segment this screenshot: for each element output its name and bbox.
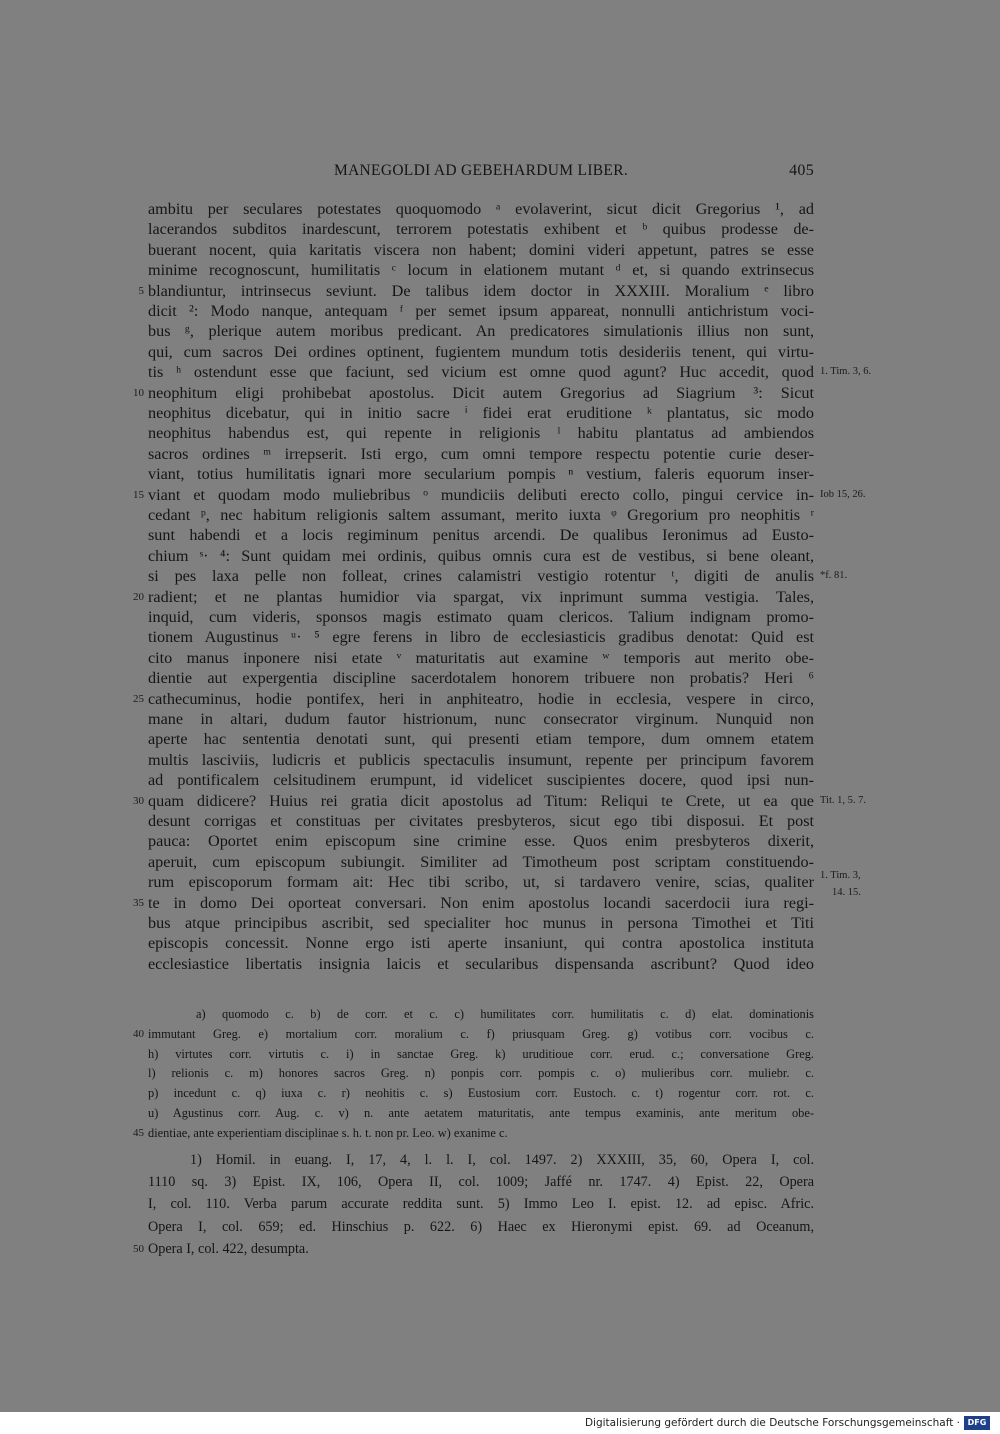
text-line: neophitum eligi prohibebat apostolus. Dicit autem Gregorius ad Siagrium ³: Sicut [148, 384, 814, 402]
text-line: tionem Augustinus ᵘ· ⁵ egre ferens in libro de ecclesiasticis gradibus denotat: Quid est [148, 628, 814, 646]
text-line: viant et quodam modo muliebribus ᵒ mundiciis delibuti erecto collo, pingui cervice in- [148, 486, 814, 504]
text-line: sacros ordines ᵐ irrepserit. Isti ergo, cum omni tempore respectu potentie curie deser- [148, 445, 814, 463]
source-note-line: 1) Homil. in euang. I, 17, 4, l. l. I, col. 1497. 2) XXXIII, 35, 60, Opera I, col. [190, 1152, 814, 1168]
text-line: rum episcoporum formam ait: Hec tibi scribo, ut, si tardavero venire, scias, qualiter [148, 873, 814, 891]
text-line: episcopis concessit. Nonne ergo isti aperte insaniunt, qui contra apostolica instituta [148, 934, 814, 952]
apparatus-line-number: 45 [133, 1127, 144, 1139]
text-line: cathecuminus, hodie pontifex, heri in anphiteatro, hodie in ecclesia, vespere in circo, [148, 690, 814, 708]
line-number: 25 [133, 693, 144, 705]
funding-text: Digitalisierung gefördert durch die Deutsche Forschungsgemeinschaft · [584, 1417, 960, 1429]
apparatus-line-number: 40 [133, 1028, 144, 1040]
line-number: 35 [133, 897, 144, 909]
apparatus-line: a) quomodo c. b) de corr. et c. c) humilitates corr. humilitatis c. d) elat. dominationis [196, 1007, 814, 1021]
text-line: quam didicere? Huius rei gratia dicit apostolus ad Titum: Reliqui te Crete, ut ea que [148, 792, 814, 810]
line-number: 20 [133, 591, 144, 603]
line-number: 15 [133, 489, 144, 501]
apparatus-line: immutant Greg. e) mortalium corr. moralium c. f) priusquam Greg. g) votibus corr. vocibus c. [148, 1027, 814, 1041]
marginal-note: 1. Tim. 3, 6. [820, 366, 872, 377]
text-line: inquid, cum videris, sponsos magis estimato quam clericos. Talium indignam promo- [148, 608, 814, 626]
text-line: te in domo Dei oporteat conversari. Non enim apostolus locandi sacerdocii iura regi- [148, 894, 814, 912]
apparatus-line: u) Agustinus corr. Aug. c. v) n. ante aetatem maturitatis, ante tempus examinis, ante meritum obe- [148, 1106, 814, 1120]
text-line: qui, cum sacros Dei ordines optinent, fugientem mundum totis desideriis tenent, qui virtu- [148, 343, 814, 361]
apparatus-line: p) incedunt c. q) iuxa c. r) neohitis c. s) Eustosium corr. Eustoch. c. t) rogentur corr. rot. c. [148, 1086, 814, 1100]
text-line: ad pontificalem celsitudinem erumpunt, id videlicet suscipientes docere, quod ipsi nun- [148, 771, 814, 789]
source-note-line: 1110 sq. 3) Epist. IX, 106, Opera II, col. 1009; Jaffé nr. 1747. 4) Epist. 22, Opera [148, 1174, 814, 1190]
running-title: MANEGOLDI AD GEBEHARDUM LIBER. [333, 162, 629, 179]
funding-footer [0, 1412, 1000, 1434]
text-line: lacerandos subditos inardescunt, terrorem potestatis exhibent et ᵇ quibus prodesse de- [148, 220, 814, 238]
text-line: neophitus habendus est, qui repente in religionis ˡ habitu plantatus ad ambiendos [148, 424, 814, 442]
source-line-number: 50 [133, 1243, 144, 1255]
apparatus-line: l) relionis c. m) honores sacros Greg. n) ponpis corr. pompis c. o) mulieribus corr. muliebr. c. [148, 1066, 814, 1080]
text-line: dientie aut expergentia discipline sacerdotalem honorem tribuere non probatis? Heri ⁶ [148, 669, 814, 687]
text-line: buerant nocent, quia karitatis viscera non habent; domini videri appetunt, patres se esse [148, 241, 814, 259]
marginal-note: Iob 15, 26. [820, 489, 866, 500]
text-line: dicit ²: Modo nanque, antequam ᶠ per semet ipsum appareat, nonnulli antichristum voci- [148, 302, 814, 320]
text-line: aperuit, cum episcopum subiungit. Similiter ad Timotheum post scriptam constituendo- [148, 853, 814, 871]
source-note-line: Opera I, col. 422, desumpta. [148, 1241, 309, 1257]
text-line: multis lasciviis, ludicris et publicis spectaculis insumunt, repente per principum favorem [148, 751, 814, 769]
text-line: cedant ᵖ, nec habitum religionis saltem assumant, merito iuxta ᵠ Gregorium pro neophitis ʳ [148, 506, 814, 524]
source-note-line: Opera I, col. 659; ed. Hinschius p. 622. 6) Haec ex Hieronymi epist. 69. ad Oceanum, [148, 1219, 814, 1235]
line-number: 30 [133, 795, 144, 807]
source-note-line: I, col. 110. Verba parum accurate reddita sunt. 5) Immo Leo I. epist. 12. ad episc. Afric. [148, 1196, 814, 1212]
text-line: si pes laxa pelle non folleat, crines calamistri vestigio rotentur ᵗ, digiti de anulis [148, 567, 814, 585]
apparatus-line: h) virtutes corr. virtutis c. i) in sanctae Greg. k) uruditioue corr. erud. c.; conversatione Greg. [148, 1047, 814, 1061]
page-number: 405 [789, 162, 814, 179]
marginal-note: 1. Tim. 3, [820, 870, 861, 881]
text-line: chium ˢ· ⁴: Sunt quidam mei ordinis, quibus omnis cura est de vestibus, si bene oleant, [148, 547, 814, 565]
line-number: 10 [133, 387, 144, 399]
marginal-note: 14. 15. [832, 887, 861, 898]
text-line: viant, totius humilitatis ignari more secularium pompis ⁿ vestium, faleris equorum inser- [148, 465, 814, 483]
dfg-logo: DFG [964, 1416, 990, 1430]
text-line: neophitus dicebatur, qui in initio sacre ⁱ fidei erat eruditione ᵏ plantatus, sic modo [148, 404, 814, 422]
marginal-note: Tit. 1, 5. 7. [820, 795, 867, 806]
text-line: sunt habendi et a locis regiminum penitus arcendi. De qualibus Ieronimus ad Eusto- [148, 526, 814, 544]
text-line: tis ʰ ostendunt esse que faciunt, sed vicium est omne quod agunt? Huc accedit, quod [148, 363, 814, 381]
marginal-note: *f. 81. [820, 570, 848, 581]
text-line: bus atque principibus ascribit, sed specialiter hoc munus in persona Timothei et Titi [148, 914, 814, 932]
text-line: ecclesiastice libertatis insignia laicis et secularibus dispensanda ascribunt? Quod ideo [148, 955, 814, 973]
running-header [148, 162, 814, 182]
text-line: pauca: Oportet enim episcopum sine crimine esse. Quos enim presbyteros dixerit, [148, 832, 814, 850]
text-line: radient; et ne plantas humidior via spargat, vix inprimunt summa vestigia. Tales, [148, 588, 814, 606]
text-line: desunt corrigas et constituas per civitates presbyteros, sicut ego tibi disposui. Et post [148, 812, 814, 830]
text-line: blandiuntur, intrinsecus seviunt. De talibus idem doctor in XXXIII. Moralium ᵉ libro [148, 282, 814, 300]
text-line: cito manus inponere nisi etate ᵛ maturitatis aut examine ʷ temporis aut merito obe- [148, 649, 814, 667]
text-line: aperte hac sententia denotati sunt, qui presenti etiam tempore, dum omnem etatem [148, 730, 814, 748]
line-number: 5 [138, 285, 144, 297]
text-line: mane in altari, dudum fautor histrionum, nunc consecrator virginum. Nunquid non [148, 710, 814, 728]
text-line: ambitu per seculares potestates quoquomodo ᵃ evolaverint, sicut dicit Gregorius ¹, ad [148, 200, 814, 218]
text-line: minime recognoscunt, humilitatis ᶜ locum in elationem mutant ᵈ et, si quando extrinsecus [148, 261, 814, 279]
apparatus-line: dientiae, ante experientiam disciplinae s. h. t. non pr. Leo. w) exanime c. [148, 1126, 508, 1140]
text-line: bus ᵍ, plerique autem moribus predicant. An predicatores simulationis illius non sunt, [148, 322, 814, 340]
